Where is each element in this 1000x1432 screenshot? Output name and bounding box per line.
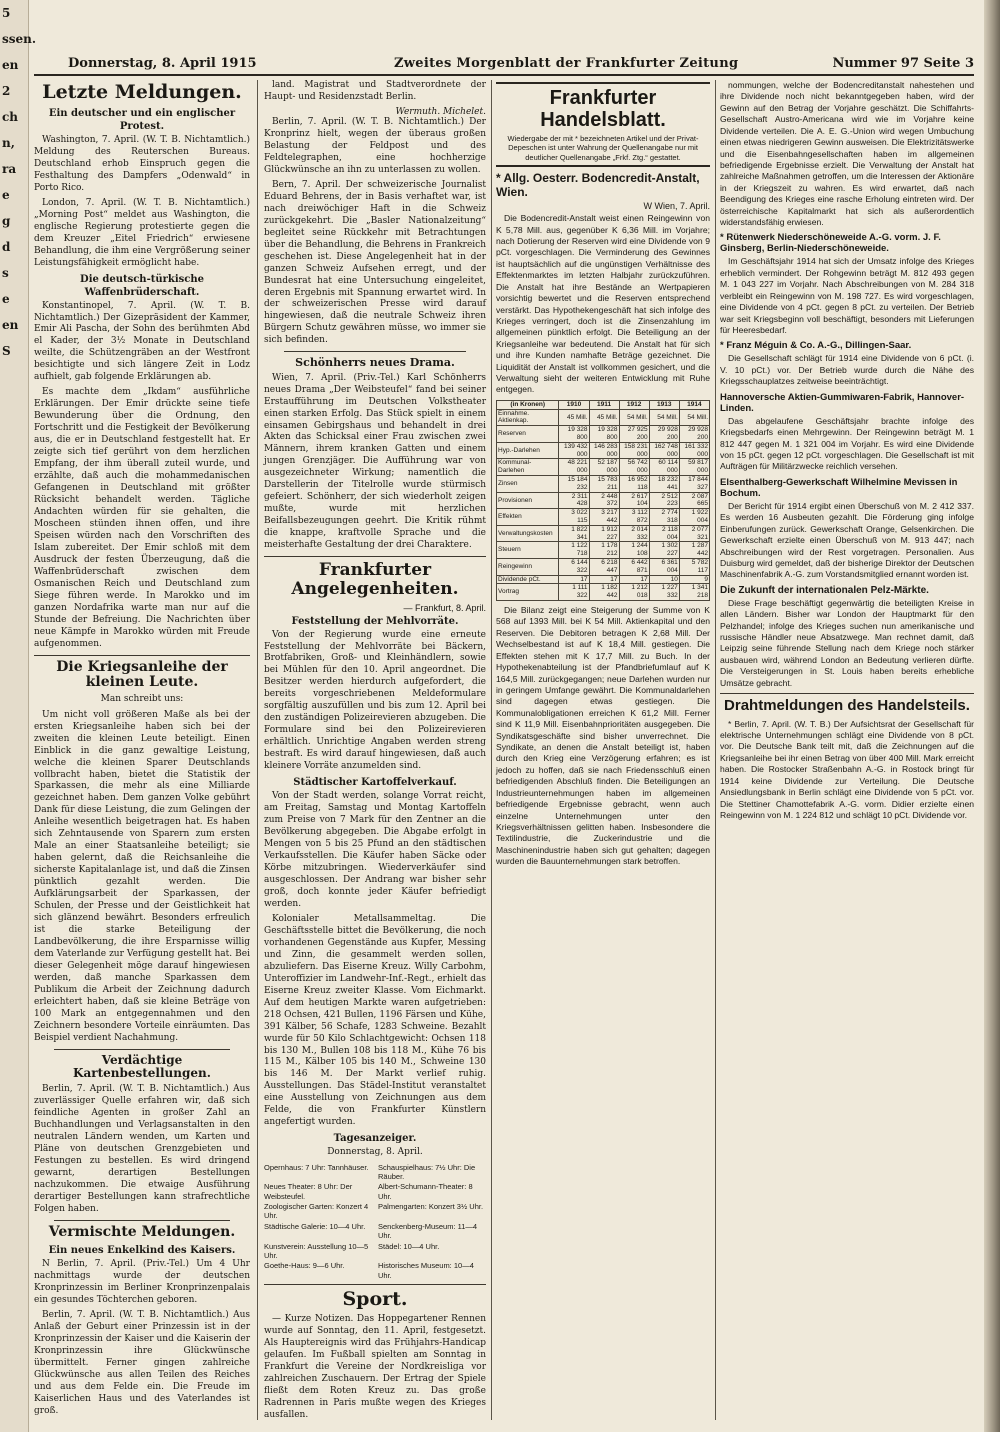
- table-cell: 2 014 332: [619, 525, 649, 542]
- article-title-meguin: * Franz Méguin & Co. A.-G., Dillingen-Saar.: [720, 340, 912, 352]
- listing-item: Zoologischer Garten: Konzert 4 Uhr.: [264, 1202, 369, 1221]
- divider: [34, 655, 250, 656]
- table-cell: 10: [649, 575, 679, 584]
- edge-text: d: [2, 240, 11, 254]
- listing-item: Schauspielhaus: 7½ Uhr: Die Räuber.: [378, 1162, 476, 1181]
- table-cell: Zinsen: [497, 476, 559, 493]
- article-title-map-orders: Verdächtige Kartenbestellungen.: [73, 1052, 211, 1080]
- article-paragraph: Von der Regierung wurde eine erneute Feststellung der Mehlvorräte bei Bäckern, Brotfabriken, Groß- und Kleinhändlern, sowie bei Mühlen für den 10. April angeordnet. Die Besitzer werden hierdurch aufgefordert, die bereits vorgeschriebenen Meldeformulare sorgfältig auszufüllen und bis zum 12. April bei den zuständigen Polizeirevieren abzugeben. Die Formulare sind bei den Polizeirevieren erhältlich. Unrichtige Angaben werden streng bestraft. Es wird darauf hingewiesen, daß auch kleinere Vorräte anzumelden sind.: [264, 629, 486, 772]
- table-cell: 54 Mill.: [649, 409, 679, 426]
- edge-text: ssen.: [2, 32, 37, 46]
- page-header: [34, 54, 974, 76]
- table-cell: 1 111 322: [559, 584, 589, 601]
- table-cell: 1 922 004: [679, 509, 709, 526]
- table-cell: Dividende pCt.: [497, 575, 559, 584]
- article-paragraph: Der Bericht für 1914 ergibt einen Überschuß von M. 2 412 337. Es werden 16 Ausbeuten gezahlt. Die Förderung ging infolge Einberufungen zurück. Gewerkschaft Orange, Gelsenkirchen. Die Gewerkschaft erzielte einen Überschuß von M. 913 447; nach Abschreibungen wird der Rest vorgetragen. Personalien. Aus Duisburg wird gemeldet, daß der bisherige Direktor der Deutschen Maschinenfabrik A.-G. zum Vorstandsmitglied ernannt worden ist.: [720, 500, 974, 580]
- table-cell: 6 442 871: [619, 559, 649, 576]
- article-byline: Man schreibt uns:: [100, 694, 184, 705]
- edge-text: 2: [2, 84, 11, 98]
- signature: Wermuth. Michelet.: [395, 106, 486, 117]
- table-cell: 1 182 442: [589, 584, 619, 601]
- table-cell: 60 114 000: [649, 459, 679, 476]
- article-paragraph: Bern, 7. April. Der schweizerische Journalist Eduard Behrens, der in Basis verhaftet war, ist nach dreiwöchiger Haft in die Schweiz zurückgekehrt. Die „Basler Nationalzeitung“ begleitet seine Rückkehr mit Betrachtungen über die Behandlung, die Behrens in Frankreich geschehen ist. Diese Angelegenheit hat in der ganzen Schweiz Aufsehen erregt, und der Bundesrat hat eine Untersuchung eingeleitet, deren Ergebnis mit Spannung erwartet wird. In der schweizerischen Presse wird darauf hingewiesen, daß die neutrale Schweiz ihren Bürgern Schutz gewähren müsse, wo immer sie sich befinden.: [264, 179, 486, 346]
- table-cell: 1 178 212: [589, 542, 619, 559]
- table-cell: 15 783 211: [589, 476, 619, 493]
- table-row: [497, 559, 710, 576]
- table-row: [497, 542, 710, 559]
- table-cell: 3 112 872: [619, 509, 649, 526]
- header-paper-title: Zweites Morgenblatt der Frankfurter Zeitung: [394, 56, 739, 71]
- book-spine-shadow: [984, 0, 1000, 1432]
- table-cell: Reserven: [497, 426, 559, 443]
- table-header-cell: 1911: [589, 400, 619, 409]
- table-cell: 18 232 441: [649, 476, 679, 493]
- table-cell: 52 187 000: [589, 459, 619, 476]
- table-header-cell: 1913: [649, 400, 679, 409]
- divider: [54, 1049, 230, 1050]
- table-header-cell: 1914: [679, 400, 709, 409]
- article-paragraph: Um nicht voll größeren Maße als bei der ersten Kriegsanleihe haben sich bei der zweiten die kleinen Leute beteiligt. Einen Einblick in die ganz gewaltige Leistung, welche die kleinen Sparer Deutschlands vollbracht haben, bietet die Statistik der Sparkassen, die mehr als eine Milliarde gezeichnet haben. Dem ganzen Volke gebührt Dank für diese Leistung, die zum Gelingen der Anleihe wesentlich beigetragen hat. Es haben sich Zehntausende von Sparern zum ersten Male an einer Staatsanleihe beteiligt; sie haben gelernt, daß die Reichsanleihe die sicherste Kapitalanlage ist, und daß die Zinsen pünktlich gezahlt werden. Die Aufklärungsarbeit der Sparkassen, der Schulen, der Presse und der Geistlichkeit hat sich glänzend bewährt. Besonders erfreulich ist die starke Beteiligung der Landbevölkerung, die ihre Ersparnisse willig dem Vaterlande zur Verfügung gestellt hat. Bei dieser Gelegenheit möge darauf hingewiesen werden, daß manche Sparkassen dem Publikum die Arbeit der Zeichnung dadurch erleichtert haben, daß sie kleine Beträge von 100 Mark an entgegennahmen und den Zeichnern besondere Vorteile einräumten. Das Beispiel verdient Nachahmung.: [34, 709, 250, 1043]
- table-cell: Verwaltungskosten: [497, 525, 559, 542]
- dateline: — Frankfurt, 8. April.: [403, 602, 486, 613]
- table-cell: 17: [559, 575, 589, 584]
- article-title-pelz-markets: Die Zukunft der internationalen Pelz-Märkte.: [720, 584, 929, 596]
- article-paragraph: Diese Frage beschäftigt gegenwärtig die beteiligten Kreise in allen Ländern. Bisher war London der Hauptmarkt für den Pelzhandel; infolge des Krieges suchen nun amerikanische und russische Händler neue Absatzwege. Man rechnet damit, daß Leipzig seine führende Stellung nach dem Kriege noch stärker ausbauen wird, während London an Bedeutung verlieren dürfte. Die Versteigerungen in St. Louis haben bereits erhebliche Umsätze gebracht.: [720, 597, 974, 688]
- edge-text: ch: [2, 110, 19, 124]
- article-paragraph: Im Geschäftsjahr 1914 hat sich der Umsatz infolge des Krieges erheblich vermindert. Der Rohgewinn beträgt M. 812 493 gegen M. 1 043 227 im Vorjahr. Nach Abschreibungen von M. 284 318 verbleibt ein Reingewinn von M. 198 727. Es wird vorgeschlagen, eine Dividende von 4 pCt. gegen 8 pCt. zu verteilen. Der Betrieb war seit Kriegsbeginn voll beschäftigt, besonders mit Lieferungen für Heeresbedarf.: [720, 256, 974, 336]
- table-cell: 59 817 000: [679, 459, 709, 476]
- financial-table: [496, 400, 710, 601]
- table-cell: Einnahme. Aktienkap.: [497, 409, 559, 426]
- table-cell: 17: [589, 575, 619, 584]
- edge-text: ra: [2, 162, 17, 176]
- article-paragraph: Von der Stadt werden, solange Vorrat reicht, am Freitag, Samstag und Montag Kartoffeln zum Preise von 7 Mark für den Zentner an die Bevölkerung abgegeben. Die Abgabe erfolgt in Mengen von 5 bis 25 Pfund an den städtischen Verkaufsstellen. Die Käufer haben Säcke oder Körbe mitzubringen. Wiederverkäufer sind ausgeschlossen. Der Andrang war bisher sehr groß, doch konnte jeder Käufer befriedigt werden.: [264, 791, 486, 909]
- article-title-war-loan: Die Kriegsanleihe der kleinen Leute.: [56, 658, 228, 691]
- left-page-edge: [0, 0, 37, 1432]
- listing-item: Städtische Galerie: 10—4 Uhr.: [264, 1221, 366, 1231]
- table-cell: 1 912 227: [589, 525, 619, 542]
- article-paragraph: * Berlin, 7. April. (W. T. B.) Der Aufsichtsrat der Gesellschaft für elektrische Unternehmungen schlägt eine Dividende von 8 pCt. vor. Die Deutsche Bank teilt mit, daß die Zeichnungen auf die Kriegsanleihe bei ihr einen Betrag von über 400 Mill. Mark erreicht haben. Die Rostocker Straßenbahn A.-G. in Rostock bringt für 1914 keine Dividende zur Verteilung. Die Deutsche Ansiedlungsbank in Berlin schlägt eine Dividende von 5 pCt. vor. Die Stettiner Chamottefabrik A.-G. vorm. Didier erzielte einen Reingewinn von M. 1 224 812 und schlägt 10 pCt. Dividende vor.: [720, 718, 974, 821]
- article-paragraph: Es machte dem „Ikdam“ ausführliche Erklärungen. Der Emir drückte seine tiefe Bewunderung über die Ordnung, den Fortschritt und die Festigkeit der Bevölkerung aus, die er in Deutschland festgestellt hat. Er zeigte sich tief gerührt von dem herzlichen Empfang, der ihm überall zuteil wurde, und erzählte, daß auch die mohammedanischen Gefangenen in Deutschland mit größter Rücksicht behandelt werden. Tägliche Andachten würden für sie gehalten, die Moscheen stünden ihnen offen, und ihre Speisen würden nach den Vorschriften des Islam zubereitet. Der Emir schloß mit dem Ausdruck der festen Überzeugung, daß die Waffenbrüderschaft zwischen dem Osmanischen Reich und Deutschland zum Siege führen werde. In Marokko und im ganzen Nordafrika warte man nur auf die Stunde der Befreiung. Die Nachrichten über neue Kämpfe in Marokko würden mit Freude aufgenommen.: [34, 387, 250, 649]
- table-cell: Kommunal-Darlehen: [497, 459, 559, 476]
- reprint-note: Wiedergabe der mit * bezeichneten Artikel und der Privat-Depeschen ist unter Wahrung der Quellenangabe nur mit deutlicher Quellenangabe „Frkf. Ztg.“ gestattet.: [507, 134, 699, 162]
- handelsblatt-masthead: [496, 82, 710, 167]
- table-cell: 19 328 800: [559, 426, 589, 443]
- table-row: [497, 442, 710, 459]
- listing-item: Opernhaus: 7 Uhr: Tannhäuser.: [264, 1162, 369, 1172]
- table-cell: 45 Mill.: [589, 409, 619, 426]
- table-cell: 2 118 004: [649, 525, 679, 542]
- table-cell: 6 218 447: [589, 559, 619, 576]
- edge-text: n,: [2, 136, 15, 150]
- article-title-ruetenwerk: * Rütenwerk Niederschöneweide A.-G. vorm. J. F. Ginsberg, Berlin-Niederschöneweide.: [720, 232, 941, 255]
- listing-heading: Tagesanzeiger.: [333, 1133, 417, 1145]
- edge-text: 5: [2, 6, 11, 20]
- column-2: [264, 80, 486, 1420]
- section-title-latest-news: Letzte Meldungen.: [42, 81, 242, 103]
- listing-item: Neues Theater: 8 Uhr: Der Weibsteufel.: [264, 1182, 353, 1201]
- table-cell: Hyp.-Darlehen: [497, 442, 559, 459]
- table-cell: Effekten: [497, 509, 559, 526]
- table-row: [497, 575, 710, 584]
- table-cell: 1 302 227: [649, 542, 679, 559]
- section-title-sport: Sport.: [342, 1288, 408, 1311]
- edge-text: e: [2, 188, 10, 202]
- divider: [284, 351, 466, 352]
- article-heading: Ein deutscher und ein englischer Protest.: [48, 107, 236, 132]
- article-paragraph: Konstantinopel, 7. April. (W. T. B. Nichtamtlich.) Der Gizepräsident der Kammer, Emir Ali Pascha, der Sohn des berühmten Abd el Kader, der 3½ Monate in Deutschland weilte, die Schützengräben an der Westfront besichtigte und sich längere Zeit in Lodz aufhielt, gab folgende Erklärungen ab.: [34, 300, 250, 383]
- column-3: [496, 80, 710, 1420]
- table-cell: 2 077 321: [679, 525, 709, 542]
- table-header-cell: 1910: [559, 400, 589, 409]
- article-paragraph: Berlin, 7. April. (W. T. B. Nichtamtlich.) Aus zuverlässiger Quelle erfahren wir, daß sich feindliche Agenten in großer Zahl an Buchhandlungen und Verlagsanstalten in den neutralen Ländern wenden, um Karten und Pläne von deutschen Grenzgebieten und Festungen zu bestellen. Es wird dringend gewarnt, derartigen Bestellungen nachzukommen. Die etwaige Ausführung derartiger Bestellungen kann strafrechtliche Folgen haben.: [34, 1084, 250, 1214]
- article-paragraph: Die Bodencredit-Anstalt weist einen Reingewinn von K 5,78 Mill. aus, gegenüber K 6,36 Mill. im Vorjahre; nach Dotierung der Reserven wird eine Dividende von 9 pCt. vorgeschlagen. Die Verminderung des Gewinnes ist hauptsächlich auf die ungünstigen Verhältnisse des Effektenmarktes im letzten Halbjahr zurückzuführen. Die Anstalt hat ihre Bestände an Wertpapieren vorsichtig bewertet und die Reserven entsprechend verstärkt. Das Hypothekengeschäft hat sich infolge des Krieges verringert, doch ist die Zinsenzahlung im allgemeinen pünktlich erfolgt. Die Beteiligung an der Kriegsanleihe war bedeutend. Die Anstalt hat für sich und ihre Kunden namhafte Beträge gezeichnet. Die Liquidität der Anstalt ist vollkommen gesichert, und die Verwaltung sieht der weiteren Entwicklung mit Ruhe entgegen.: [496, 213, 710, 395]
- article-paragraph: land. Magistrat und Stadtverordnete der Haupt- und Residenzstadt Berlin.: [264, 80, 486, 102]
- table-row: [497, 409, 710, 426]
- section-title-wire-news: Drahtmeldungen des Handelsteils.: [724, 697, 970, 715]
- divider: [720, 693, 974, 694]
- table-cell: 9: [679, 575, 709, 584]
- table-cell: 1 341 218: [679, 584, 709, 601]
- article-heading: Die deutsch-türkische Waffenbrüderschaft.: [80, 273, 204, 298]
- listing-date: Donnerstag, 8. April.: [327, 1147, 423, 1158]
- divider: [54, 1220, 230, 1221]
- section-title-handelsblatt: Frankfurter Handelsblatt.: [540, 87, 666, 131]
- table-cell: 27 925 200: [619, 426, 649, 443]
- column-rule: [715, 80, 716, 1420]
- table-header-row: [497, 400, 710, 409]
- edge-text: S: [2, 344, 11, 358]
- table-cell: 6 144 322: [559, 559, 589, 576]
- article-paragraph: Berlin, 7. April. (W. T. B. Nichtamtlich.) Der Kronprinz hielt, wegen der überaus großen Belastung der Feldpost und des Feldtelegraphen, eine hochherzige Glückwünsche an ihn zu unterlassen zu wollen.: [264, 116, 486, 175]
- dateline: W Wien, 7. April.: [643, 201, 710, 212]
- listing-item: Palmengarten: Konzert 3½ Uhr.: [378, 1202, 484, 1212]
- article-paragraph: — Kurze Notizen. Das Hoppegartener Rennen wurde auf Sonntag, den 11. April, festgesetzt. Als Hauptereignis wird das Frühjahrs-Handicap gelaufen. Im Fußball spielten am Sonntag in Frankfurt die Vereine der Nordkreisliga vor zahlreichen Zuschauern. Der Ertrag der Spiele fließt dem Roten Kreuz zu. Das große Radrennen in Paris mußte wegen des Krieges ausfallen.: [264, 1313, 486, 1420]
- table-header-cell: 1912: [619, 400, 649, 409]
- table-row: [497, 459, 710, 476]
- listing-item: Kunstverein: Ausstellung 10—5 Uhr.: [264, 1241, 369, 1260]
- column-rule: [491, 80, 492, 1420]
- table-header-cell: (in Kronen): [497, 400, 559, 409]
- table-cell: 1 244 108: [619, 542, 649, 559]
- table-row: [497, 584, 710, 601]
- table-cell: 3 022 115: [559, 509, 589, 526]
- article-paragraph: Das abgelaufene Geschäftsjahr brachte infolge des Kriegsbedarfs einen Mehrgewinn. Der Reingewinn beträgt M. 1 812 447 gegen M. 1 321 004 im Vorjahr. Es wird eine Dividende von 15 pCt. gegen 12 pCt. vorgeschlagen. Die Gesellschaft ist mit Aufträgen für Militärzwecke reichlich versehen.: [720, 415, 974, 472]
- edge-text: e: [2, 292, 10, 306]
- divider: [264, 556, 486, 557]
- article-title-gummiwaren: Hannoversche Aktien-Gummiwaren-Fabrik, Hannover-Linden.: [720, 391, 965, 414]
- section-title-frankfurt-affairs: Frankfurter Angelegenheiten.: [291, 560, 459, 599]
- table-row: [497, 426, 710, 443]
- table-cell: Reingewinn: [497, 559, 559, 576]
- header-date: Donnerstag, 8. April 1915: [68, 56, 257, 71]
- table-cell: 5 782 117: [679, 559, 709, 576]
- table-cell: 161 332 000: [679, 442, 709, 459]
- table-row: [497, 492, 710, 509]
- table-cell: 17 844 327: [679, 476, 709, 493]
- article-title-mevissen: Elsenthalberg-Gewerkschaft Wilhelmine Mevissen in Bochum.: [720, 476, 958, 499]
- table-row: [497, 525, 710, 542]
- article-paragraph: Die Gesellschaft schlägt für 1914 eine Dividende von 6 pCt. (i. V. 10 pCt.) vor. Der Betrieb wurde durch die Nähe des Kriegsschauplatzes zeitweise beeinträchtigt.: [720, 353, 974, 387]
- article-title-miscellaneous: Vermischte Meldungen.: [48, 1223, 236, 1240]
- listing-item: Senckenberg-Museum: 11—4 Uhr.: [378, 1221, 478, 1241]
- column-rule: [257, 80, 258, 1420]
- listing-item: Historisches Museum: 10—4 Uhr.: [378, 1261, 474, 1280]
- table-cell: 48 221 000: [559, 459, 589, 476]
- article-paragraph: Berlin, 7. April. (W. T. B. Nichtamtlich.) Aus Anlaß der Geburt einer Prinzessin ist in der Kronprinzessin der Kaiser und die Kaiserin der Kronprinzessin ihre Glückwünsche übermittelt. Ferner gingen zahlreiche Glückwünsche aus allen Teilen des Reiches und aus dem Felde ein. Die Freude im Kaiserlichen Haus und des Vaterlandes ist groß.: [34, 1310, 250, 1416]
- table-cell: 1 122 718: [559, 542, 589, 559]
- article-heading: Ein neues Enkelkind des Kaisers.: [48, 1245, 236, 1257]
- table-cell: 139 432 000: [559, 442, 589, 459]
- table-cell: 3 217 442: [589, 509, 619, 526]
- table-cell: 2 512 223: [649, 492, 679, 509]
- listing-item: Städel: 10—4 Uhr.: [378, 1241, 440, 1251]
- article-paragraph: Kolonialer Metallsammeltag. Die Geschäftsstelle bittet die Bevölkerung, die noch vorhandenen Gegenstände aus Kupfer, Messing und Zinn, die gesammelt werden sollen, abzuliefern. Das Eiserne Kreuz. Willy Carbohm, Unteroffizier im Landwehr-Inf.-Regt., erhielt das Eiserne Kreuz zweiter Klasse. Vom Eichmarkt. Auf dem heutigen Markte waren aufgetrieben: 218 Ochsen, 421 Bullen, 1196 Färsen und Kühe, 391 Kälber, 56 Schafe, 1283 Schweine. Bezahlt wurde für 50 Kilo Schlachtgewicht: Ochsen 118 bis 130 M., Bullen 108 bis 118 M., Kühe 76 bis 115 M., Kälber 105 bis 140 M., Schweine 130 bis 146 M. Der Markt verlief ruhig. Ausstellungen. Das Städel-Institut veranstaltet eine Ausstellung von Zeichnungen aus dem Felde, die von Frankfurter Künstlern angefertigt wurden.: [264, 913, 486, 1128]
- listing-item: Albert-Schumann-Theater: 8 Uhr.: [378, 1182, 473, 1201]
- article-paragraph: nommungen, welche der Bodencreditanstalt nahestehen und ihre Dividende noch nicht bekanntgegeben haben, wird der Gewinn auf den Betrag der Vorjahre geschätzt. Die Schiffahrts-Gesellschaft Austro-Americana wird wie im Vorjahre keine Dividende verteilen. Die A. E. G.-Union wird wegen Umbuchung einen etwas niedrigeren Gewinn ausweisen. Die Elektrizitätswerke und die Eisenbahngesellschaften haben im allgemeinen befriedigende Ergebnisse erzielt. Die Verwaltung der Anstalt hat zahlreiche Maßnahmen getroffen, um die Interessen der Aktionäre in der Kriegszeit zu wahren. Es wird erwartet, daß nach Beendigung des Krieges eine rasche Erholung eintreten wird. Der österreichische Kapitalmarkt hat sich als außerordentlich widerstandsfähig erwiesen.: [720, 80, 974, 228]
- edge-text: s: [2, 266, 9, 280]
- table-cell: 1 227 332: [649, 584, 679, 601]
- table-cell: Vortrag: [497, 584, 559, 601]
- article-title-schoenherr: Schönherrs neues Drama.: [295, 356, 455, 370]
- table-cell: 2 087 665: [679, 492, 709, 509]
- table-cell: 1 212 018: [619, 584, 649, 601]
- listing-item: Goethe-Haus: 9—6 Uhr.: [264, 1261, 345, 1271]
- table-cell: 2 774 318: [649, 509, 679, 526]
- header-page-number: Nummer 97 Seite 3: [832, 56, 974, 71]
- table-cell: 54 Mill.: [679, 409, 709, 426]
- divider: [264, 1284, 486, 1285]
- edge-text: en: [2, 58, 19, 72]
- article-paragraph: Wien, 7. April. (Priv.-Tel.) Karl Schönherrs neues Drama „Der Weibsteufel“ fand bei seiner Erstaufführung im Deutschen Volkstheater einen starken Erfolg. Das Stück spielt in einem einsamen Gebirgshaus und behandelt in drei Akten das Schicksal einer Frau zwischen zwei Männern, ihrem kranken Gatten und einem jungen Grenzjäger. Die Aufführung war von ausgezeichneter Wirkung; namentlich die Darstellerin der Titelrolle wurde stürmisch gefeiert. Schönherr, der sich wiederholt zeigen mußte, wurde mit herzlichen Beifallsbezeugungen geehrt. Die Kritik rühmt die knappe, kraftvolle Sprache und die meisterhafte Gestaltung der drei Charaktere.: [264, 372, 486, 551]
- table-cell: 56 742 000: [619, 459, 649, 476]
- article-paragraph: London, 7. April. (W. T. B. Nichtamtlich.) „Morning Post“ meldet aus Washington, die englische Regierung protestierte gegen die dem Kreuzer „Eitel Friedrich“ erwiesene Behandlung, die ihm eine Vergrößerung seiner Leistungsfähigkeit ermöglicht habe.: [34, 197, 250, 268]
- table-cell: 16 952 118: [619, 476, 649, 493]
- table-cell: 2 617 104: [619, 492, 649, 509]
- article-heading: Städtischer Kartoffelverkauf.: [293, 777, 457, 789]
- table-cell: 6 361 004: [649, 559, 679, 576]
- table-cell: 158 231 000: [619, 442, 649, 459]
- table-cell: 162 748 000: [649, 442, 679, 459]
- table-body: [497, 409, 710, 600]
- article-paragraph: N Berlin, 7. April. (Priv.-Tel.) Um 4 Uhr nachmittags wurde der deutschen Kronprinzessin im Berliner Kronprinzenpalais ein gesundes Töchterchen geboren.: [34, 1259, 250, 1306]
- table-row: [497, 509, 710, 526]
- edge-text: g: [2, 214, 11, 228]
- table-cell: Steuern: [497, 542, 559, 559]
- event-listing: [264, 1163, 486, 1281]
- table-cell: 17: [619, 575, 649, 584]
- table-cell: 15 184 232: [559, 476, 589, 493]
- column-4: [720, 80, 974, 1420]
- column-1: [34, 80, 250, 1420]
- table-cell: 29 928 200: [679, 426, 709, 443]
- table-cell: 2 448 372: [589, 492, 619, 509]
- table-row: [497, 476, 710, 493]
- edge-text: en: [2, 318, 19, 332]
- table-cell: 54 Mill.: [619, 409, 649, 426]
- article-heading: Feststellung der Mehlvorräte.: [291, 615, 459, 627]
- table-cell: 2 311 428: [559, 492, 589, 509]
- table-cell: 29 928 200: [649, 426, 679, 443]
- table-cell: 1 822 341: [559, 525, 589, 542]
- article-paragraph: Washington, 7. April. (W. T. B. Nichtamtlich.) Meldung des Reuterschen Bureaus. Deutschland erhob Einspruch gegen die Festhaltung des Dampfers „Odenwald“ in Porto Rico.: [34, 134, 250, 193]
- table-cell: 19 328 800: [589, 426, 619, 443]
- table-cell: 1 287 442: [679, 542, 709, 559]
- article-paragraph: Die Bilanz zeigt eine Steigerung der Summe von K 568 auf 1393 Mill. bei K 54 Mill. Aktienkapital und den Reserven. Die Debitoren betragen K 2,68 Mill. Der Wechselbestand ist auf K 18,4 Mill. gestiegen. Die Effekten stehen mit K 17,7 Mill. zu Buch. In der Hypothekenabteilung ist der Pfandbriefumlauf auf K 164,5 Mill. zurückgegangen; neue Darlehen wurden nur in geringem Umfange gewährt. Die Kommunaldarlehen sind dagegen etwas gestiegen. Die Kommunalobligationen erreichen K 61,2 Mill. Ferner sind K 11,9 Mill. Eisenbahnprioritäten ausgegeben. Die Syndikatsgeschäfte sind bisher unverrechnet. Die Syndikate, an denen die Anstalt beteiligt ist, haben durch den Krieg eine Verzögerung erfahren; es ist jedoch zu hoffen, daß sie nach Friedensschluß einen befriedigenden Abschluß finden. Die Beteiligungen an Industrieunternehmungen haben im allgemeinen befriedigende Ergebnisse gebracht, wenn auch einzelne Unternehmungen unter den Kriegsverhältnissen gelitten haben. Insbesondere die Textilindustrie, die Zuckerindustrie und die Maschinenindustrie haben sich gut gehalten; dagegen wurden die Bauunternehmungen stark betroffen.: [496, 605, 710, 867]
- table-cell: Provisionen: [497, 492, 559, 509]
- article-title-bodencredit: * Allg. Oesterr. Bodencredit-Anstalt, Wien.: [496, 171, 700, 200]
- table-cell: 45 Mill.: [559, 409, 589, 426]
- table-cell: 146 283 000: [589, 442, 619, 459]
